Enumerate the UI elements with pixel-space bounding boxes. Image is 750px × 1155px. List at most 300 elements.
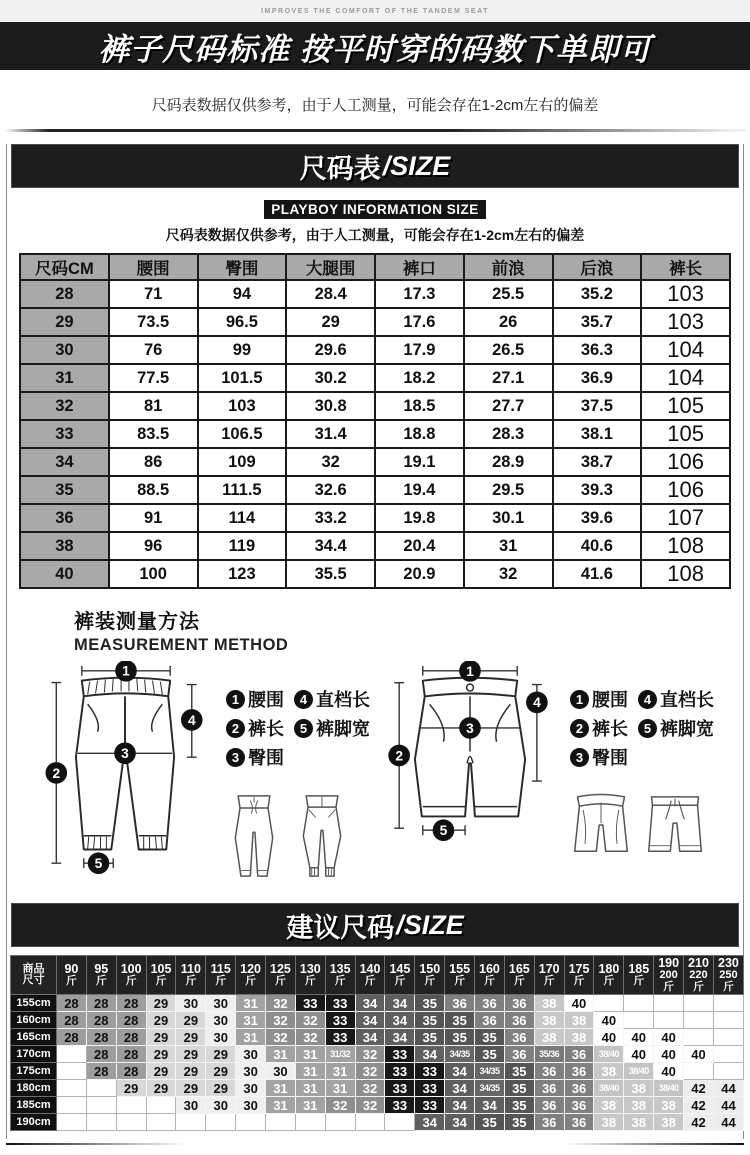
legend-number-icon: 3 [570, 748, 589, 767]
suggest-size-cell: 30 [266, 1063, 296, 1080]
measurement-cell: 111.5 [198, 476, 287, 504]
suggest-size-cell: 38/40 [594, 1046, 624, 1063]
measurement-cell: 38.7 [553, 448, 642, 476]
legend-item [226, 744, 284, 770]
suggest-cell-empty [57, 1097, 87, 1114]
weight-unit: 斤 [454, 974, 466, 987]
suggest-size-cell: 28 [57, 1029, 87, 1046]
suggest-size-cell: 34 [445, 1114, 475, 1131]
suggest-cell-empty [684, 1012, 714, 1029]
suggest-size-cell: 29 [146, 1029, 176, 1046]
weight-value: 230 [718, 956, 739, 970]
legend-number-icon: 1 [226, 690, 245, 709]
suggest-size-cell: 35 [445, 1012, 475, 1029]
weight-col-header [475, 956, 505, 995]
suggest-cell-empty [713, 995, 743, 1012]
weight-value: 110 [180, 961, 201, 976]
measurement-cell: 31 [464, 532, 553, 560]
suggest-size-cell: 36 [504, 1046, 534, 1063]
suggest-size-cell: 34 [385, 1029, 415, 1046]
suggest-size-cell: 29 [176, 1029, 206, 1046]
suggest-size-cell: 32 [355, 1063, 385, 1080]
size-col-header: 裤口 [375, 254, 464, 280]
weight-value: 130 [299, 961, 321, 976]
suggest-size-cell: 34 [355, 1029, 385, 1046]
legend-label: 臀围 [248, 748, 284, 768]
weight-unit: 200斤 [659, 969, 678, 993]
size-code-cell: 36 [20, 504, 109, 532]
suggest-section-bar [11, 903, 739, 947]
suggest-size-cell: 29 [176, 1046, 206, 1063]
svg-text:1: 1 [122, 663, 130, 679]
suggest-cell-empty [57, 1080, 87, 1097]
suggest-size-cell: 30 [206, 995, 236, 1012]
suggest-size-cell: 38/40 [594, 1080, 624, 1097]
legend-number-icon: 2 [570, 719, 589, 738]
suggest-size-cell: 38/40 [624, 1063, 654, 1080]
suggest-size-cell: 34 [445, 1097, 475, 1114]
suggest-cell-empty [624, 995, 654, 1012]
suggest-size-cell: 31 [295, 1097, 325, 1114]
size-table-row [20, 392, 730, 420]
measurement-cell: 18.5 [375, 392, 464, 420]
legend-item [226, 686, 284, 712]
measurement-cell: 32 [286, 448, 375, 476]
measurement-cell: 32.6 [286, 476, 375, 504]
suggest-size-cell: 35 [504, 1063, 534, 1080]
suggest-size-cell: 38 [654, 1114, 684, 1131]
suggest-cell-empty [684, 995, 714, 1012]
measurement-cell: 109 [198, 448, 287, 476]
suggest-size-cell: 31 [266, 1046, 296, 1063]
measurement-cell: 29.6 [286, 336, 375, 364]
corner-line-left [6, 1143, 186, 1145]
suggest-size-cell: 36 [564, 1080, 594, 1097]
weight-unit: 斤 [603, 974, 615, 987]
suggest-size-cell: 36 [475, 995, 505, 1012]
weight-value: 150 [419, 961, 441, 976]
suggest-size-cell: 29 [146, 995, 176, 1012]
suggest-size-cell: 34 [445, 1080, 475, 1097]
weight-col-header [564, 956, 594, 995]
size-table-row [20, 280, 730, 308]
suggest-size-cell: 34/35 [445, 1046, 475, 1063]
suggest-size-cell: 28 [86, 1012, 116, 1029]
suggest-row [11, 1046, 744, 1063]
suggest-size-cell: 29 [206, 1063, 236, 1080]
suggest-size-cell: 36 [534, 1114, 564, 1131]
measurement-cell: 36.3 [553, 336, 642, 364]
suggest-size-cell: 36 [564, 1114, 594, 1131]
weight-col-header [266, 956, 296, 995]
suggest-size-cell: 34/35 [475, 1063, 505, 1080]
measure-title-zh: 裤装测量方法 [74, 611, 200, 633]
measurement-cell: 108 [641, 560, 730, 588]
suggest-size-cell: 33 [295, 995, 325, 1012]
weight-col-header [385, 956, 415, 995]
suggest-size-cell: 29 [206, 1046, 236, 1063]
size-code-cell: 33 [20, 420, 109, 448]
legend-label: 直档长 [660, 690, 714, 710]
suggest-cell-empty [385, 1114, 415, 1131]
legend-number-icon: 2 [226, 719, 245, 738]
suggest-size-cell: 30 [176, 1097, 206, 1114]
suggest-size-cell: 35 [475, 1029, 505, 1046]
measurement-cell: 106 [641, 476, 730, 504]
measurement-cell: 31.4 [286, 420, 375, 448]
suggest-size-cell: 31 [295, 1063, 325, 1080]
weight-value: 165 [508, 961, 530, 976]
measurement-cell: 40.6 [553, 532, 642, 560]
suggest-size-cell: 28 [57, 1012, 87, 1029]
suggest-size-cell: 35 [475, 1046, 505, 1063]
suggest-size-cell: 38 [594, 1063, 624, 1080]
measurement-cell: 30.8 [286, 392, 375, 420]
suggest-size-cell: 32 [295, 1029, 325, 1046]
measurement-cell: 103 [198, 392, 287, 420]
suggest-size-cell: 30 [206, 1029, 236, 1046]
suggest-size-cell: 40 [564, 995, 594, 1012]
suggest-size-cell: 38 [624, 1080, 654, 1097]
height-row-header: 175cm [11, 1063, 57, 1080]
suggest-cell-empty [295, 1114, 325, 1131]
suggest-size-cell: 36 [504, 995, 534, 1012]
legend-number-icon: 5 [638, 719, 657, 738]
suggest-size-cell: 31 [325, 1080, 355, 1097]
legend-number-icon: 4 [294, 690, 313, 709]
suggest-size-cell: 33 [325, 1029, 355, 1046]
suggest-size-cell: 38 [624, 1114, 654, 1131]
svg-text:2: 2 [52, 765, 61, 781]
height-row-header: 165cm [11, 1029, 57, 1046]
suggest-size-cell: 36 [564, 1097, 594, 1114]
suggest-row [11, 1029, 744, 1046]
size-table-row [20, 420, 730, 448]
suggest-size-cell: 33 [325, 995, 355, 1012]
weight-col-header [445, 956, 475, 995]
bottom-corner-lines [6, 1143, 744, 1145]
suggest-size-cell: 30 [206, 1012, 236, 1029]
measurement-cell: 17.3 [375, 280, 464, 308]
suggest-size-cell: 29 [176, 1012, 206, 1029]
measurement-cell: 36.9 [553, 364, 642, 392]
measure-title-en: MEASUREMENT METHOD [74, 636, 289, 654]
measurement-cell: 26.5 [464, 336, 553, 364]
weight-unit: 斤 [483, 974, 495, 987]
suggest-size-cell: 36 [475, 1012, 505, 1029]
legend-label: 直档长 [316, 690, 370, 710]
weight-value: 100 [120, 961, 142, 976]
measurement-cell: 28.3 [464, 420, 553, 448]
measurement-cell: 104 [641, 364, 730, 392]
measurement-cell: 35.7 [553, 308, 642, 336]
weight-value: 135 [329, 961, 351, 976]
weight-value: 120 [240, 961, 262, 976]
svg-text:5: 5 [94, 856, 103, 872]
weight-col-header [355, 956, 385, 995]
measurement-cell: 27.1 [464, 364, 553, 392]
weight-value: 145 [389, 961, 411, 976]
shorts-thumbnails [570, 789, 714, 861]
measurement-cell: 39.6 [553, 504, 642, 532]
suggest-size-cell: 35 [504, 1114, 534, 1131]
suggest-bar-title-zh: 建议尺码 [286, 912, 395, 943]
suggest-size-cell: 31 [295, 1080, 325, 1097]
suggest-size-cell: 32 [295, 1012, 325, 1029]
legend-number-icon: 4 [638, 690, 657, 709]
size-code-cell: 34 [20, 448, 109, 476]
suggest-cell-empty [146, 1097, 176, 1114]
suggest-size-cell: 33 [385, 1063, 415, 1080]
suggest-size-cell: 40 [654, 1046, 684, 1063]
weight-unit: 斤 [334, 974, 346, 987]
measurement-cell: 19.4 [375, 476, 464, 504]
pants-thumbnail-icon [226, 789, 282, 883]
suggest-cell-empty [654, 1012, 684, 1029]
suggest-size-cell: 42 [684, 1114, 714, 1131]
suggest-cell-empty [236, 1114, 266, 1131]
weight-unit: 斤 [304, 974, 316, 987]
weight-col-header [325, 956, 355, 995]
content-frame [6, 144, 744, 1139]
suggest-size-cell: 38 [534, 1029, 564, 1046]
suggest-size-cell: 38 [594, 1114, 624, 1131]
size-col-header: 腰围 [109, 254, 198, 280]
measurement-cell: 29.5 [464, 476, 553, 504]
measurement-cell: 18.8 [375, 420, 464, 448]
measurement-cell: 76 [109, 336, 198, 364]
suggest-size-cell: 30 [206, 1097, 236, 1114]
suggest-size-cell: 34 [445, 1063, 475, 1080]
weight-unit: 斤 [394, 974, 406, 987]
weight-unit: 斤 [364, 974, 376, 987]
legend-label: 裤脚宽 [316, 719, 370, 739]
suggest-size-cell: 38 [534, 995, 564, 1012]
suggest-table-body [11, 995, 744, 1131]
legend-row [226, 744, 370, 770]
svg-text:3: 3 [121, 746, 129, 762]
weight-unit: 斤 [513, 974, 525, 987]
weight-col-header [594, 956, 624, 995]
measurement-cell: 108 [641, 532, 730, 560]
size-bar-title-en: /SIZE [382, 150, 451, 181]
measurement-cell: 119 [198, 532, 287, 560]
suggest-size-cell: 38 [624, 1097, 654, 1114]
suggest-cell-empty [713, 1012, 743, 1029]
height-row-header: 190cm [11, 1114, 57, 1131]
measurement-cell: 28.4 [286, 280, 375, 308]
measurement-cell: 103 [641, 280, 730, 308]
weight-col-header [57, 956, 87, 995]
height-row-header: 170cm [11, 1046, 57, 1063]
suggest-cell-empty [176, 1114, 206, 1131]
measurement-cell: 96.5 [198, 308, 287, 336]
suggest-cell-empty [624, 1012, 654, 1029]
playboy-badge: PLAYBOY INFORMATION SIZE [264, 200, 486, 219]
measurement-cell: 18.2 [375, 364, 464, 392]
size-table-row [20, 532, 730, 560]
weight-unit: 斤 [245, 974, 257, 987]
suggest-size-cell: 29 [116, 1080, 146, 1097]
pants-thumbnail-icon [294, 789, 350, 883]
suggest-cell-empty [206, 1114, 236, 1131]
suggest-size-cell: 33 [385, 1097, 415, 1114]
size-table-row [20, 308, 730, 336]
suggest-size-cell: 29 [146, 1046, 176, 1063]
suggest-size-cell: 44 [713, 1114, 743, 1131]
suggest-size-cell: 30 [236, 1046, 266, 1063]
suggest-cell-empty [355, 1114, 385, 1131]
suggest-size-cell: 44 [713, 1097, 743, 1114]
suggest-cell-empty [146, 1114, 176, 1131]
suggest-size-cell: 35 [445, 1029, 475, 1046]
suggest-cell-empty [86, 1097, 116, 1114]
legend-item [570, 744, 628, 770]
weight-unit: 斤 [274, 974, 286, 987]
suggest-size-cell: 40 [654, 1029, 684, 1046]
suggest-size-cell: 30 [236, 1080, 266, 1097]
legend-row [570, 686, 714, 712]
suggest-size-cell: 31 [236, 995, 266, 1012]
suggest-cell-empty [57, 1046, 87, 1063]
suggest-size-cell: 36 [445, 995, 475, 1012]
suggest-size-cell: 33 [415, 1097, 445, 1114]
suggest-size-cell: 31 [236, 1012, 266, 1029]
suggest-cell-empty [116, 1114, 146, 1131]
suggest-size-cell: 36 [504, 1029, 534, 1046]
measurement-cell: 106.5 [198, 420, 287, 448]
legend-item [570, 715, 628, 741]
size-code-cell: 38 [20, 532, 109, 560]
size-code-cell: 40 [20, 560, 109, 588]
size-table [19, 253, 731, 589]
legend-label: 臀围 [592, 748, 628, 768]
weight-value: 125 [270, 961, 291, 976]
suggest-size-cell: 36 [504, 1012, 534, 1029]
size-code-cell: 35 [20, 476, 109, 504]
size-section-bar [11, 144, 739, 188]
svg-text:1: 1 [466, 663, 474, 679]
suggest-size-cell: 29 [146, 1080, 176, 1097]
suggest-size-cell: 33 [385, 1080, 415, 1097]
suggest-size-cell: 32 [266, 995, 296, 1012]
suggest-size-cell: 34 [385, 995, 415, 1012]
disclaimer-top: 尺码表数据仅供参考，由于人工测量，可能会存在1-2cm左右的偏差 [151, 97, 599, 114]
weight-col-header [624, 956, 654, 995]
legend-item [638, 715, 714, 741]
suggest-size-cell: 28 [116, 1029, 146, 1046]
weight-col-header [116, 956, 146, 995]
size-table-row [20, 448, 730, 476]
size-code-cell: 32 [20, 392, 109, 420]
measurement-cell: 39.3 [553, 476, 642, 504]
svg-text:3: 3 [466, 720, 474, 736]
suggest-size-cell: 38 [564, 1029, 594, 1046]
suggest-size-cell: 29 [146, 1012, 176, 1029]
legend-block-left [226, 683, 370, 883]
measurement-cell: 37.5 [553, 392, 642, 420]
suggest-size-cell: 36 [564, 1046, 594, 1063]
measurement-cell: 27.7 [464, 392, 553, 420]
size-table-head-row [20, 254, 730, 280]
suggest-cell-empty [654, 995, 684, 1012]
suggest-size-cell: 38 [564, 1012, 594, 1029]
suggest-size-cell: 34/35 [475, 1080, 505, 1097]
suggest-size-cell: 38 [594, 1097, 624, 1114]
shorts-thumbnail-icon [644, 789, 706, 861]
suggest-size-cell: 35 [415, 1029, 445, 1046]
suggest-table [10, 955, 744, 1131]
suggest-size-cell: 38 [534, 1012, 564, 1029]
measurement-cell: 17.6 [375, 308, 464, 336]
suggest-size-cell: 42 [684, 1097, 714, 1114]
legend-row [570, 715, 714, 741]
banner-title: 裤子尺码标准 按平时穿的码数下单即可 [98, 31, 652, 67]
measurement-cell: 77.5 [109, 364, 198, 392]
legend-row [570, 744, 714, 770]
legend-item [226, 715, 284, 741]
suggest-size-cell: 30 [236, 1063, 266, 1080]
top-strip-text: IMPROVES THE COMFORT OF THE TANDEM SEAT [261, 7, 489, 15]
height-row-header: 185cm [11, 1097, 57, 1114]
suggest-row [11, 995, 744, 1012]
weight-col-header [146, 956, 176, 995]
suggest-cell-empty [325, 1114, 355, 1131]
measure-legend [570, 683, 714, 773]
pants-thumbnails [226, 789, 370, 883]
weight-col-header [684, 956, 714, 995]
weight-col-header [86, 956, 116, 995]
svg-text:2: 2 [395, 748, 403, 764]
suggest-size-cell: 29 [176, 1063, 206, 1080]
weight-unit: 220斤 [689, 969, 708, 993]
measurement-cell: 41.6 [553, 560, 642, 588]
suggest-size-cell: 34 [475, 1097, 505, 1114]
measurement-cell: 26 [464, 308, 553, 336]
height-row-header: 160cm [11, 1012, 57, 1029]
suggest-size-cell: 31 [295, 1046, 325, 1063]
measurement-cell: 81 [109, 392, 198, 420]
legend-item [638, 686, 714, 712]
suggest-size-cell: 38 [654, 1097, 684, 1114]
svg-text:5: 5 [439, 823, 448, 839]
suggest-size-cell: 35 [415, 1012, 445, 1029]
measurement-cell: 107 [641, 504, 730, 532]
suggest-size-cell: 33 [415, 1063, 445, 1080]
suggest-size-cell: 28 [86, 1046, 116, 1063]
suggest-size-cell: 34 [415, 1114, 445, 1131]
measurement-cell: 35.2 [553, 280, 642, 308]
suggest-cell-empty [594, 995, 624, 1012]
measurement-cell: 35.5 [286, 560, 375, 588]
size-col-header: 前浪 [464, 254, 553, 280]
corner-label-top: 商品 [22, 962, 45, 975]
suggest-header-row [11, 956, 744, 995]
measurement-cell: 94 [198, 280, 287, 308]
suggest-size-cell: 34 [355, 1012, 385, 1029]
legend-label: 腰围 [248, 690, 284, 710]
suggest-size-cell: 38/40 [654, 1080, 684, 1097]
legend-block-right [570, 683, 714, 861]
suggest-size-cell: 40 [594, 1012, 624, 1029]
suggest-size-cell: 31 [325, 1063, 355, 1080]
measurement-cell: 33.2 [286, 504, 375, 532]
measurement-cell: 106 [641, 448, 730, 476]
weight-unit: 斤 [215, 974, 227, 987]
weight-unit: 斤 [633, 974, 645, 987]
weight-unit: 斤 [125, 974, 137, 987]
measurement-cell: 105 [641, 392, 730, 420]
